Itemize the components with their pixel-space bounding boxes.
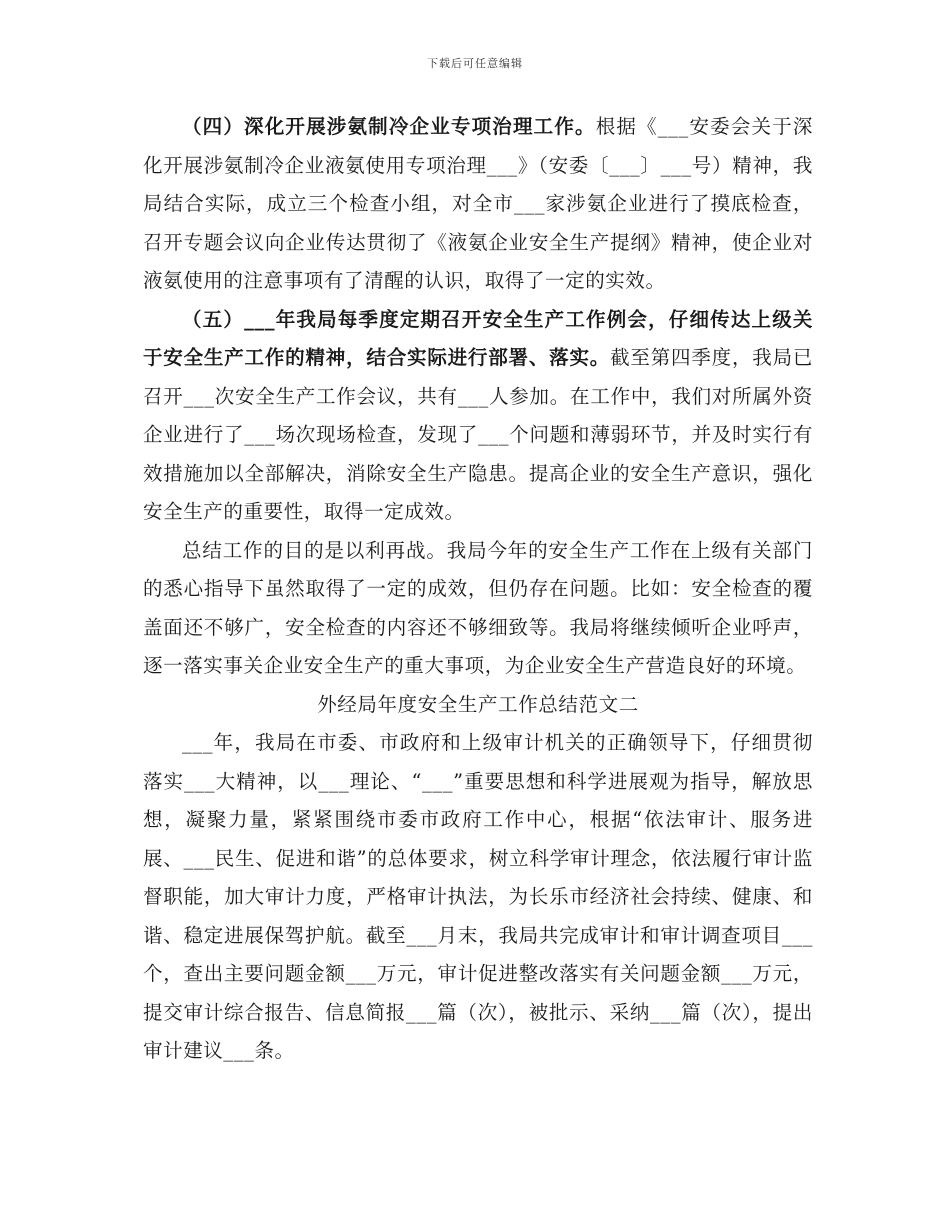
paragraph-text: 截至第四季度，我局已召开___次安全生产工作会议，共有___人参加。在工作中，我们对所属外资企业进行了___场次现场检查，发现了___个问题和薄弱环节，并及时实行有效措施加以全部解决，消除安全生产隐患。提高企业的安全生产意识，强化安全生产的重要性，取得一定成效。 [143, 346, 813, 523]
paragraph-quarterly-meetings [143, 301, 813, 532]
paragraph-lead-bold: （五）___年我局每季度定期召开安全生产工作例会，仔细传达上级关于安全生产工作的精神，结合实际进行部署、落实。 [143, 307, 813, 369]
paragraph-audit-work [143, 724, 813, 1071]
paragraph-lead-bold: （四）深化开展涉氨制冷企业专项治理工作。 [182, 115, 596, 138]
section-title: 外经局年度安全生产工作总结范文二 [317, 692, 639, 716]
page-header-note: 下载后可任意编辑 [427, 57, 523, 70]
document-body [143, 108, 813, 1071]
paragraph-summary [143, 532, 813, 686]
paragraph-ammonia-refrigeration [143, 108, 813, 301]
paragraph-text: 总结工作的目的是以利再战。我局今年的安全生产工作在上级有关部门的悉心指导下虽然取得了一定的成效，但仍存在问题。比如：安全检查的覆盖面还不够广，安全检查的内容还不够细致等。我局将继续倾听企业呼声，逐一落实事关企业安全生产的重大事项，为企业安全生产营造良好的环境。 [143, 538, 813, 677]
paragraph-text: 根据《___安委会关于深化开展涉氨制冷企业液氨使用专项治理___》（安委〔___〕___号）精神，我局结合实际，成立三个检查小组，对全市___家涉氨企业进行了摸底检查，召开专题会议向企业传达贯彻了《液氨企业安全生产提纲》精神，使企业对液氨使用的注意事项有了清醒的认识，取得了一定的实效。 [143, 115, 813, 292]
paragraph-text: ___年，我局在市委、市政府和上级审计机关的正确领导下，仔细贯彻落实___大精神，以___理论、“___”重要思想和科学进展观为指导，解放思想，凝聚力量，紧紧围绕市委市政府工作中心，根据“依法审计、服务进展、___民生、促进和谐”的总体要求，树立科学审计理念，依法履行审计监督职能，加大审计力度，严格审计执法，为长乐市经济社会持续、健康、和谐、稳定进展保驾护航。截至___月末，我局共完成审计和审计调查项目___个，查出主要问题金额___万元，审计促进整改落实有关问题金额___万元，提交审计综合报告、信息简报___篇（次），被批示、采纳___篇（次），提出审计建议___条。 [143, 731, 813, 1062]
